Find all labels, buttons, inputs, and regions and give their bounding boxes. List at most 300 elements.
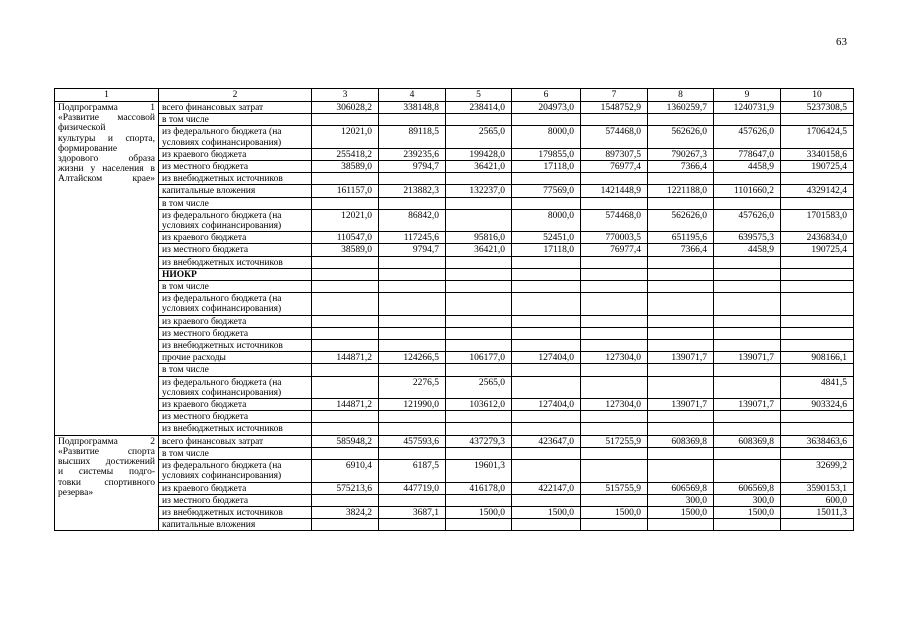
table-row: [55, 268, 854, 280]
value-cell: 639575,3: [714, 232, 781, 244]
value-cell: [714, 340, 781, 352]
value-cell: 2565,0: [446, 376, 512, 398]
value-cell: 447719,0: [379, 482, 446, 494]
value-cell: [512, 114, 581, 126]
value-cell: [581, 315, 648, 327]
value-cell: [648, 114, 714, 126]
value-cell: 121990,0: [379, 399, 446, 411]
value-cell: [581, 340, 648, 352]
value-cell: 6187,5: [379, 460, 446, 482]
table-row: [55, 340, 854, 352]
value-cell: 110547,0: [312, 232, 379, 244]
value-cell: 127304,0: [581, 352, 648, 364]
value-cell: [581, 411, 648, 423]
value-cell: [379, 411, 446, 423]
value-cell: 144871,2: [312, 399, 379, 411]
value-cell: 8000,0: [512, 126, 581, 148]
value-cell: 38589,0: [312, 244, 379, 256]
value-cell: 574468,0: [581, 209, 648, 231]
value-cell: 1421448,9: [581, 185, 648, 197]
value-cell: 606569,8: [648, 482, 714, 494]
value-cell: 1701583,0: [781, 209, 854, 231]
value-cell: [512, 411, 581, 423]
value-cell: 778647,0: [714, 148, 781, 160]
value-cell: 12021,0: [312, 209, 379, 231]
value-cell: 2436834,0: [781, 232, 854, 244]
value-cell: [446, 293, 512, 315]
header-cell: 7: [581, 89, 648, 102]
value-cell: 585948,2: [312, 435, 379, 447]
subprogram-name-line: Алтайском крае»: [58, 174, 155, 185]
value-cell: [714, 411, 781, 423]
value-cell: [714, 327, 781, 339]
value-cell: [781, 114, 854, 126]
row-label: прочие расходы: [159, 352, 312, 364]
value-cell: 17118,0: [512, 161, 581, 173]
value-cell: [648, 411, 714, 423]
value-cell: [312, 494, 379, 506]
table-row: [55, 244, 854, 256]
value-cell: 1221188,0: [648, 185, 714, 197]
value-cell: [379, 327, 446, 339]
value-cell: [512, 364, 581, 376]
value-cell: 89118,5: [379, 126, 446, 148]
value-cell: 1500,0: [446, 506, 512, 518]
value-cell: 36421,0: [446, 244, 512, 256]
subprogram-name-cell: [55, 435, 159, 531]
value-cell: [512, 293, 581, 315]
value-cell: 127304,0: [581, 399, 648, 411]
table-row: [55, 460, 854, 482]
value-cell: [581, 173, 648, 185]
value-cell: [648, 376, 714, 398]
value-cell: 897307,5: [581, 148, 648, 160]
value-cell: [512, 173, 581, 185]
value-cell: 139071,7: [714, 399, 781, 411]
value-cell: 515755,9: [581, 482, 648, 494]
value-cell: [512, 197, 581, 209]
value-cell: 76977,4: [581, 161, 648, 173]
value-cell: [379, 114, 446, 126]
value-cell: 3340158,6: [781, 148, 854, 160]
value-cell: 213882,3: [379, 185, 446, 197]
value-cell: 423647,0: [512, 435, 581, 447]
value-cell: [781, 519, 854, 531]
value-cell: [512, 447, 581, 459]
value-cell: [581, 460, 648, 482]
value-cell: [781, 364, 854, 376]
value-cell: [446, 423, 512, 435]
value-cell: 903324,6: [781, 399, 854, 411]
value-cell: 3824,2: [312, 506, 379, 518]
value-cell: [581, 114, 648, 126]
row-label: в том числе: [159, 114, 312, 126]
value-cell: 1548752,9: [581, 102, 648, 114]
header-cell: 9: [714, 89, 781, 102]
value-cell: 124266,5: [379, 352, 446, 364]
value-cell: [446, 268, 512, 280]
row-label: из федерального бюджета (на условиях софинансирования): [159, 376, 312, 398]
table-row: [55, 327, 854, 339]
value-cell: 574468,0: [581, 126, 648, 148]
value-cell: [781, 411, 854, 423]
table-row: [55, 256, 854, 268]
header-cell: 3: [312, 89, 379, 102]
value-cell: 651195,6: [648, 232, 714, 244]
table-row: [55, 482, 854, 494]
value-cell: 17118,0: [512, 244, 581, 256]
value-cell: 12021,0: [312, 126, 379, 148]
value-cell: [512, 423, 581, 435]
table-row: [55, 161, 854, 173]
value-cell: 422147,0: [512, 482, 581, 494]
value-cell: [312, 447, 379, 459]
value-cell: 6910,4: [312, 460, 379, 482]
subprogram-name-line: Подпрограмма 1: [58, 103, 155, 113]
value-cell: [312, 315, 379, 327]
row-label: из федерального бюджета (на условиях софинансирования): [159, 460, 312, 482]
table-row: [55, 197, 854, 209]
value-cell: [781, 447, 854, 459]
row-label: из федерального бюджета (на условиях софинансирования): [159, 126, 312, 148]
value-cell: [714, 423, 781, 435]
value-cell: [648, 293, 714, 315]
value-cell: 2565,0: [446, 126, 512, 148]
value-cell: 239235,6: [379, 148, 446, 160]
value-cell: 3638463,6: [781, 435, 854, 447]
value-cell: 190725,4: [781, 161, 854, 173]
value-cell: 1360259,7: [648, 102, 714, 114]
value-cell: [312, 327, 379, 339]
value-cell: 517255,9: [581, 435, 648, 447]
row-label: в том числе: [159, 197, 312, 209]
value-cell: 52451,0: [512, 232, 581, 244]
value-cell: [648, 268, 714, 280]
value-cell: [714, 173, 781, 185]
value-cell: [512, 340, 581, 352]
value-cell: 437279,3: [446, 435, 512, 447]
value-cell: 32699,2: [781, 460, 854, 482]
row-label: из внебюджетных источников: [159, 423, 312, 435]
value-cell: [714, 114, 781, 126]
value-cell: 457626,0: [714, 209, 781, 231]
value-cell: [581, 256, 648, 268]
value-cell: [648, 460, 714, 482]
value-cell: [781, 293, 854, 315]
value-cell: [781, 327, 854, 339]
value-cell: 199428,0: [446, 148, 512, 160]
value-cell: [781, 256, 854, 268]
row-label: в том числе: [159, 281, 312, 293]
table-row: [55, 399, 854, 411]
value-cell: 4458,9: [714, 244, 781, 256]
row-label: из местного бюджета: [159, 494, 312, 506]
value-cell: [714, 281, 781, 293]
value-cell: 2276,5: [379, 376, 446, 398]
value-cell: [312, 423, 379, 435]
financing-table: [54, 88, 854, 531]
value-cell: [512, 256, 581, 268]
value-cell: [648, 327, 714, 339]
row-label: из местного бюджета: [159, 327, 312, 339]
table-row: [55, 173, 854, 185]
value-cell: [581, 281, 648, 293]
row-label: из краевого бюджета: [159, 482, 312, 494]
value-cell: [446, 340, 512, 352]
value-cell: [581, 293, 648, 315]
table-row: [55, 411, 854, 423]
value-cell: [714, 268, 781, 280]
value-cell: 132237,0: [446, 185, 512, 197]
row-label: из местного бюджета: [159, 161, 312, 173]
value-cell: 600,0: [781, 494, 854, 506]
value-cell: [379, 423, 446, 435]
row-label: из федерального бюджета (на условиях софинансирования): [159, 209, 312, 231]
value-cell: 4841,5: [781, 376, 854, 398]
value-cell: 9794,7: [379, 161, 446, 173]
value-cell: 15011,3: [781, 506, 854, 518]
value-cell: [312, 340, 379, 352]
value-cell: 103612,0: [446, 399, 512, 411]
value-cell: [581, 364, 648, 376]
header-cell: 2: [159, 89, 312, 102]
value-cell: 562626,0: [648, 126, 714, 148]
value-cell: 77569,0: [512, 185, 581, 197]
row-label: всего финансовых затрат: [159, 435, 312, 447]
row-label: из местного бюджета: [159, 244, 312, 256]
value-cell: 139071,7: [648, 399, 714, 411]
value-cell: [512, 268, 581, 280]
value-cell: [581, 494, 648, 506]
value-cell: [446, 327, 512, 339]
value-cell: 300,0: [648, 494, 714, 506]
value-cell: [781, 173, 854, 185]
row-label: из краевого бюджета: [159, 232, 312, 244]
value-cell: [512, 315, 581, 327]
value-cell: [714, 293, 781, 315]
subprogram-name-line: формирование: [58, 143, 118, 154]
value-cell: [648, 197, 714, 209]
header-cell: 1: [55, 89, 159, 102]
value-cell: [312, 411, 379, 423]
value-cell: [446, 494, 512, 506]
table-row: [55, 352, 854, 364]
value-cell: [379, 364, 446, 376]
value-cell: [781, 268, 854, 280]
subprogram-name-line: резерва»: [58, 487, 94, 498]
page-number: 63: [836, 36, 847, 48]
row-label: из краевого бюджета: [159, 148, 312, 160]
table-row: [55, 519, 854, 531]
value-cell: 161157,0: [312, 185, 379, 197]
value-cell: 7366,4: [648, 244, 714, 256]
value-cell: [379, 494, 446, 506]
table-row: [55, 209, 854, 231]
value-cell: 190725,4: [781, 244, 854, 256]
row-label: из внебюджетных источников: [159, 173, 312, 185]
value-cell: 562626,0: [648, 209, 714, 231]
value-cell: [379, 197, 446, 209]
value-cell: 338148,8: [379, 102, 446, 114]
row-label: капитальные вложения: [159, 519, 312, 531]
value-cell: 1500,0: [714, 506, 781, 518]
value-cell: [648, 173, 714, 185]
value-cell: [446, 114, 512, 126]
value-cell: [714, 376, 781, 398]
value-cell: [581, 519, 648, 531]
value-cell: [714, 197, 781, 209]
value-cell: [312, 281, 379, 293]
value-cell: 179855,0: [512, 148, 581, 160]
value-cell: 144871,2: [312, 352, 379, 364]
value-cell: [512, 519, 581, 531]
value-cell: 38589,0: [312, 161, 379, 173]
value-cell: 106177,0: [446, 352, 512, 364]
value-cell: [648, 340, 714, 352]
value-cell: 575213,6: [312, 482, 379, 494]
table-row: [55, 148, 854, 160]
value-cell: [379, 293, 446, 315]
subprogram-name-line: Подпрограмма 2: [58, 436, 155, 447]
table-row: [55, 185, 854, 197]
row-label: всего финансовых затрат: [159, 102, 312, 114]
table-row: [55, 423, 854, 435]
value-cell: [714, 256, 781, 268]
value-cell: 4329142,4: [781, 185, 854, 197]
value-cell: [379, 447, 446, 459]
value-cell: 1240731,9: [714, 102, 781, 114]
value-cell: 139071,7: [648, 352, 714, 364]
header-cell: 6: [512, 89, 581, 102]
value-cell: 1500,0: [512, 506, 581, 518]
table-row: [55, 114, 854, 126]
value-cell: [581, 268, 648, 280]
value-cell: [312, 197, 379, 209]
subprogram-name-line: физической: [58, 123, 106, 134]
value-cell: 1500,0: [648, 506, 714, 518]
value-cell: [512, 460, 581, 482]
table-row: [55, 281, 854, 293]
value-cell: [512, 376, 581, 398]
header-cell: 4: [379, 89, 446, 102]
value-cell: 204973,0: [512, 102, 581, 114]
value-cell: [379, 340, 446, 352]
value-cell: [312, 293, 379, 315]
value-cell: 76977,4: [581, 244, 648, 256]
value-cell: 95816,0: [446, 232, 512, 244]
value-cell: 127404,0: [512, 352, 581, 364]
value-cell: 3590153,1: [781, 482, 854, 494]
value-cell: [446, 256, 512, 268]
value-cell: [379, 173, 446, 185]
table-row: [55, 376, 854, 398]
value-cell: [581, 327, 648, 339]
value-cell: [714, 447, 781, 459]
value-cell: 8000,0: [512, 209, 581, 231]
row-label: из внебюджетных источников: [159, 506, 312, 518]
value-cell: [446, 315, 512, 327]
row-label: из внебюджетных источников: [159, 256, 312, 268]
value-cell: 255418,2: [312, 148, 379, 160]
value-cell: [714, 460, 781, 482]
value-cell: 7366,4: [648, 161, 714, 173]
value-cell: [581, 197, 648, 209]
value-cell: 1706424,5: [781, 126, 854, 148]
subprogram-name-line: «Развитие спорта: [58, 446, 155, 457]
value-cell: [581, 376, 648, 398]
subprogram-name-line: высших достижений: [58, 457, 155, 468]
table-row: [55, 293, 854, 315]
value-cell: [312, 114, 379, 126]
value-cell: [512, 494, 581, 506]
value-cell: [648, 256, 714, 268]
row-label: из внебюджетных источников: [159, 340, 312, 352]
table-row: [55, 315, 854, 327]
header-cell: 10: [781, 89, 854, 102]
value-cell: 300,0: [714, 494, 781, 506]
value-cell: [781, 281, 854, 293]
value-cell: 139071,7: [714, 352, 781, 364]
table-row: [55, 102, 854, 114]
table-row: [55, 447, 854, 459]
value-cell: [648, 364, 714, 376]
value-cell: [379, 281, 446, 293]
subprogram-name-line: культуры и спорта,: [58, 133, 155, 144]
value-cell: [446, 281, 512, 293]
row-label: НИОКР: [159, 268, 312, 280]
value-cell: 1101660,2: [714, 185, 781, 197]
value-cell: [379, 519, 446, 531]
header-row: [55, 89, 854, 102]
value-cell: 908166,1: [781, 352, 854, 364]
table-row: [55, 435, 854, 447]
value-cell: 608369,8: [714, 435, 781, 447]
value-cell: [512, 327, 581, 339]
row-label: в том числе: [159, 364, 312, 376]
value-cell: 127404,0: [512, 399, 581, 411]
value-cell: [648, 281, 714, 293]
value-cell: [446, 197, 512, 209]
subprogram-name-line: товки спортивного: [58, 477, 155, 488]
value-cell: 416178,0: [446, 482, 512, 494]
value-cell: [581, 423, 648, 435]
row-label: из краевого бюджета: [159, 315, 312, 327]
value-cell: [446, 209, 512, 231]
value-cell: 1500,0: [581, 506, 648, 518]
value-cell: [312, 376, 379, 398]
value-cell: [648, 519, 714, 531]
row-label: из местного бюджета: [159, 411, 312, 423]
header-cell: 8: [648, 89, 714, 102]
row-label: из федерального бюджета (на условиях софинансирования): [159, 293, 312, 315]
value-cell: [312, 364, 379, 376]
header-cell: 5: [446, 89, 512, 102]
table-row: [55, 232, 854, 244]
value-cell: [781, 197, 854, 209]
subprogram-name-cell: [55, 102, 159, 436]
value-cell: 4458,9: [714, 161, 781, 173]
value-cell: [446, 447, 512, 459]
subprogram-name-line: «Развитие массовой: [58, 113, 155, 124]
value-cell: [446, 173, 512, 185]
value-cell: [648, 423, 714, 435]
value-cell: [312, 256, 379, 268]
value-cell: [446, 411, 512, 423]
value-cell: 3687,1: [379, 506, 446, 518]
table-row: [55, 506, 854, 518]
value-cell: [714, 364, 781, 376]
value-cell: 9794,7: [379, 244, 446, 256]
